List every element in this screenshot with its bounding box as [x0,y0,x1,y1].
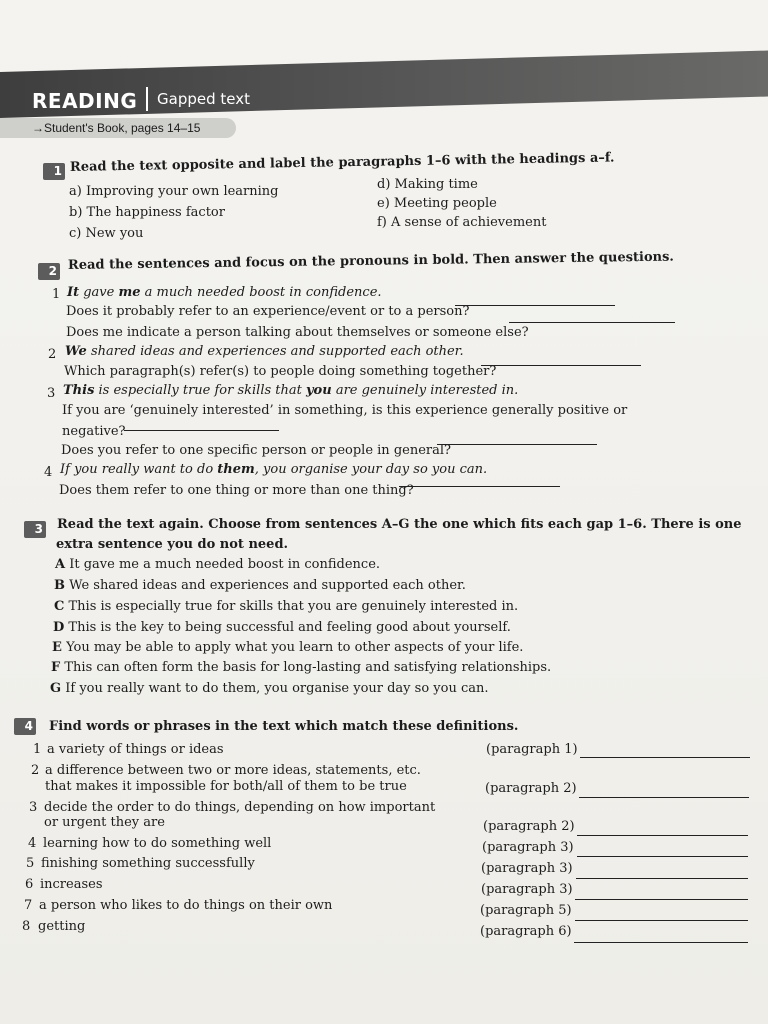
header-divider [146,87,148,111]
exercise-3-instruction-line1: Read the text again. Choose from sentences A–G the one which fits each gap 1–6. There is one [57,517,742,532]
answer-blank-4-2[interactable] [579,797,749,798]
heading-a: a) Improving your own learning [69,184,279,199]
ex4-item-4-number: 4 [28,836,37,851]
sentence-b: B We shared ideas and experiences and supported each other. [54,578,466,593]
ex4-item-4-definition: learning how to do something well [43,836,272,851]
ex2-item-4-number: 4 [44,465,53,480]
exercise-3-badge: 3 [24,521,46,538]
answer-blank-2-1b[interactable] [509,322,675,323]
ex2-question-1b: Does me indicate a person talking about themselves or someone else? [66,325,529,340]
sentence-d: D This is the key to being successful and feeling good about yourself. [53,620,511,635]
sentence-c: C This is especially true for skills that you are genuinely interested in. [54,599,519,614]
answer-blank-2-1a[interactable] [455,305,615,306]
ex4-item-3-number: 3 [29,800,38,815]
ex2-question-2: Which paragraph(s) refer(s) to people doing something together? [64,364,497,379]
exercise-3-instruction-line2: extra sentence you do not need. [56,537,289,552]
heading-c: c) New you [69,226,144,241]
ex4-item-6-ref: (paragraph 3) [481,882,573,897]
section-subtitle: Gapped text [157,90,250,108]
students-book-reference: →Student's Book, pages 14–15 [32,121,201,135]
ex4-item-1-ref: (paragraph 1) [486,742,578,757]
ex2-question-3a-cont: negative? [62,424,126,439]
ex4-item-5-ref: (paragraph 3) [481,861,573,876]
answer-blank-4-6[interactable] [575,899,748,900]
exercise-4-instruction: Find words or phrases in the text which match these definitions. [49,719,519,734]
ex2-question-3a: If you are ‘genuinely interested’ in something, is this experience generally positive or [62,403,628,418]
ex4-item-1-number: 1 [33,742,42,757]
sentence-f: F This can often form the basis for long-lasting and satisfying relationships. [51,660,552,675]
answer-blank-4-8[interactable] [574,942,748,943]
exercise-4-badge: 4 [14,718,36,735]
ex4-item-7-ref: (paragraph 5) [480,903,572,918]
answer-blank-4-1[interactable] [580,757,750,758]
exercise-1-instruction: Read the text opposite and label the paragraphs 1–6 with the headings a–f. [69,150,615,175]
ex4-item-8-ref: (paragraph 6) [480,924,572,939]
exercise-2-instruction: Read the sentences and focus on the pronouns in bold. Then answer the questions. [67,249,675,273]
ex2-item-4-sentence: If you really want to do them, you organise your day so you can. [60,462,488,477]
ex2-item-2-sentence: We shared ideas and experiences and supported each other. [65,344,464,359]
answer-blank-4-4[interactable] [577,856,748,857]
ex4-item-2-definition-line1: a difference between two or more ideas, statements, etc. [45,763,421,778]
ex4-item-7-number: 7 [24,898,33,913]
ex4-item-8-definition: getting [38,919,86,934]
sentence-e: E You may be able to apply what you learn to other aspects of your life. [52,640,524,655]
answer-blank-2-3b[interactable] [437,444,597,445]
ex4-item-5-definition: finishing something successfully [41,856,255,871]
ex4-item-5-number: 5 [26,856,35,871]
ex4-item-4-ref: (paragraph 3) [482,840,574,855]
answer-blank-4-5[interactable] [576,878,748,879]
answer-blank-2-4[interactable] [399,486,560,487]
ex4-item-3-definition-line1: decide the order to do things, depending on how important [44,800,436,815]
heading-e: e) Meeting people [377,196,497,211]
ex2-question-4: Does them refer to one thing or more than one thing? [59,483,414,498]
answer-blank-2-2[interactable] [481,365,641,366]
ex4-item-2-ref: (paragraph 2) [485,781,577,796]
ex2-item-1-number: 1 [52,287,61,302]
sentence-g: G If you really want to do them, you organise your day so you can. [50,681,489,696]
ex4-item-3-ref: (paragraph 2) [483,819,575,834]
ex4-item-1-definition: a variety of things or ideas [47,742,224,757]
heading-f: f) A sense of achievement [377,215,547,230]
ex2-item-3-sentence: This is especially true for skills that you are genuinely interested in. [63,383,519,398]
ex4-item-6-number: 6 [25,877,34,892]
ex4-item-8-number: 8 [22,919,31,934]
answer-blank-2-3a[interactable] [124,430,279,431]
answer-blank-4-7[interactable] [575,920,748,921]
ex2-question-3b: Does you refer to one specific person or people in general? [61,443,451,458]
ex2-question-1a: Does it probably refer to an experience/event or to a person? [66,304,470,319]
ex4-item-2-definition-line2: that makes it impossible for both/all of them to be true [45,779,407,794]
ex2-item-1-sentence: It gave me a much needed boost in confidence. [67,285,382,300]
exercise-1-badge: 1 [43,163,65,180]
ex4-item-3-definition-line2: or urgent they are [44,815,165,830]
ex4-item-7-definition: a person who likes to do things on their own [39,898,333,913]
ex2-item-2-number: 2 [48,347,57,362]
answer-blank-4-3[interactable] [577,835,748,836]
ex4-item-2-number: 2 [31,763,40,778]
ex2-item-3-number: 3 [47,386,56,401]
heading-b: b) The happiness factor [69,205,225,220]
sentence-a: A It gave me a much needed boost in confidence. [55,557,381,572]
exercise-2-badge: 2 [38,263,60,280]
section-title: READING [32,89,138,113]
heading-d: d) Making time [377,177,478,192]
ex4-item-6-definition: increases [40,877,103,892]
